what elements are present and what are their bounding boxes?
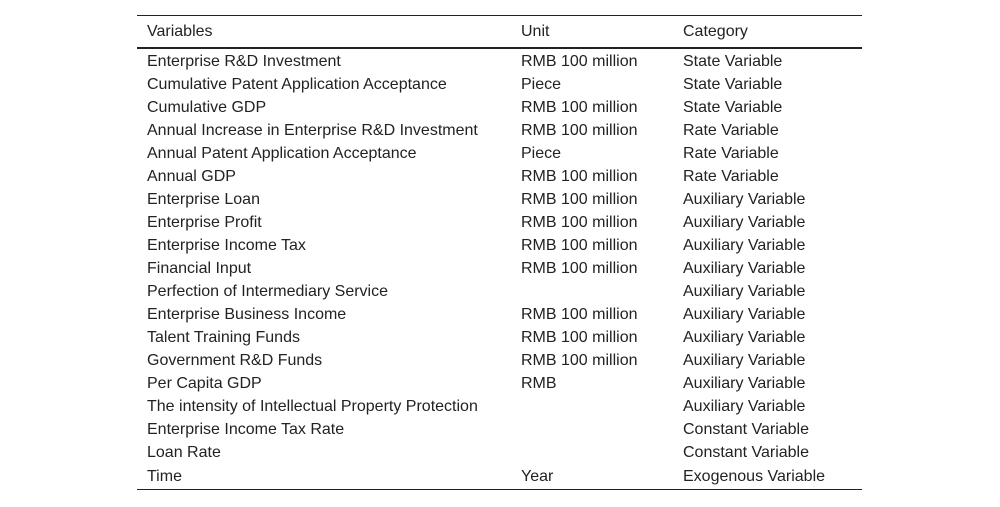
table-body	[137, 48, 862, 490]
header-unit: Unit	[521, 22, 550, 40]
cell-category: Auxiliary Variable	[683, 329, 806, 346]
cell-variable: Annual Increase in Enterprise R&D Investment	[147, 122, 478, 139]
cell-category: State Variable	[683, 52, 783, 70]
table-row	[137, 119, 862, 142]
cell-variable: Financial Input	[147, 260, 252, 277]
cell-variable: Loan Rate	[147, 444, 221, 461]
table-row	[137, 188, 862, 211]
cell-unit: RMB 100 million	[521, 260, 638, 277]
header-category: Category	[683, 22, 748, 40]
table-row	[137, 280, 862, 303]
cell-category: Auxiliary Variable	[683, 306, 806, 323]
cell-category: Exogenous Variable	[683, 468, 826, 485]
cell-variable: Annual Patent Application Acceptance	[147, 145, 417, 162]
cell-variable: Enterprise Income Tax	[147, 237, 306, 254]
cell-unit: RMB 100 million	[521, 52, 638, 70]
table-row	[137, 257, 862, 280]
cell-category: Auxiliary Variable	[683, 283, 806, 300]
cell-unit: RMB 100 million	[521, 214, 638, 231]
cell-unit	[511, 418, 673, 441]
table-row	[137, 395, 862, 418]
cell-unit: RMB 100 million	[521, 99, 638, 116]
cell-unit: RMB 100 million	[521, 329, 638, 346]
table-row	[137, 165, 862, 188]
table-row	[137, 441, 862, 464]
cell-variable: Talent Training Funds	[147, 329, 300, 346]
cell-category: State Variable	[683, 99, 783, 116]
cell-unit: RMB	[521, 375, 557, 392]
cell-variable: Per Capita GDP	[147, 375, 262, 392]
cell-variable: Cumulative Patent Application Acceptance	[147, 76, 447, 93]
cell-variable: Enterprise Income Tax Rate	[147, 421, 345, 438]
variables-table	[137, 15, 862, 490]
table-row	[137, 418, 862, 441]
cell-unit: Piece	[521, 76, 562, 93]
table-row	[137, 142, 862, 165]
cell-unit: RMB 100 million	[521, 237, 638, 254]
cell-category: Auxiliary Variable	[683, 375, 806, 392]
table-row	[137, 303, 862, 326]
cell-category: Auxiliary Variable	[683, 398, 806, 415]
table-row	[137, 349, 862, 372]
cell-category: Rate Variable	[683, 122, 779, 139]
cell-unit: Piece	[521, 145, 562, 162]
cell-unit: Year	[521, 468, 554, 485]
cell-unit	[511, 395, 673, 418]
cell-variable: Enterprise Business Income	[147, 306, 347, 323]
variables-table-container	[137, 15, 862, 490]
header-variables: Variables	[147, 22, 213, 40]
table-row	[137, 234, 862, 257]
table-row	[137, 48, 862, 73]
header-row	[137, 16, 862, 49]
cell-category: Rate Variable	[683, 145, 779, 162]
cell-unit: RMB 100 million	[521, 352, 638, 369]
table-row	[137, 372, 862, 395]
cell-category: Auxiliary Variable	[683, 260, 806, 277]
cell-variable: Government R&D Funds	[147, 352, 323, 369]
table-row	[137, 326, 862, 349]
cell-variable: The intensity of Intellectual Property Protection	[147, 398, 478, 415]
cell-category: Auxiliary Variable	[683, 352, 806, 369]
table-row	[137, 211, 862, 234]
cell-variable: Enterprise Loan	[147, 191, 260, 208]
cell-variable: Enterprise Profit	[147, 214, 262, 231]
table-row	[137, 73, 862, 96]
table-header	[137, 16, 862, 49]
cell-category: State Variable	[683, 76, 783, 93]
cell-category: Auxiliary Variable	[683, 237, 806, 254]
cell-unit	[511, 441, 673, 464]
cell-variable: Annual GDP	[147, 168, 236, 185]
cell-variable: Enterprise R&D Investment	[147, 52, 341, 70]
cell-variable: Cumulative GDP	[147, 99, 267, 116]
cell-category: Auxiliary Variable	[683, 214, 806, 231]
cell-category: Rate Variable	[683, 168, 779, 185]
cell-category: Auxiliary Variable	[683, 191, 806, 208]
cell-category: Constant Variable	[683, 444, 809, 461]
cell-unit: RMB 100 million	[521, 191, 638, 208]
table-row	[137, 464, 862, 490]
cell-unit: RMB 100 million	[521, 122, 638, 139]
cell-unit: RMB 100 million	[521, 306, 638, 323]
cell-unit	[511, 280, 673, 303]
cell-variable: Time	[147, 468, 182, 485]
cell-variable: Perfection of Intermediary Service	[147, 283, 388, 300]
cell-unit: RMB 100 million	[521, 168, 638, 185]
cell-category: Constant Variable	[683, 421, 809, 438]
table-row	[137, 96, 862, 119]
